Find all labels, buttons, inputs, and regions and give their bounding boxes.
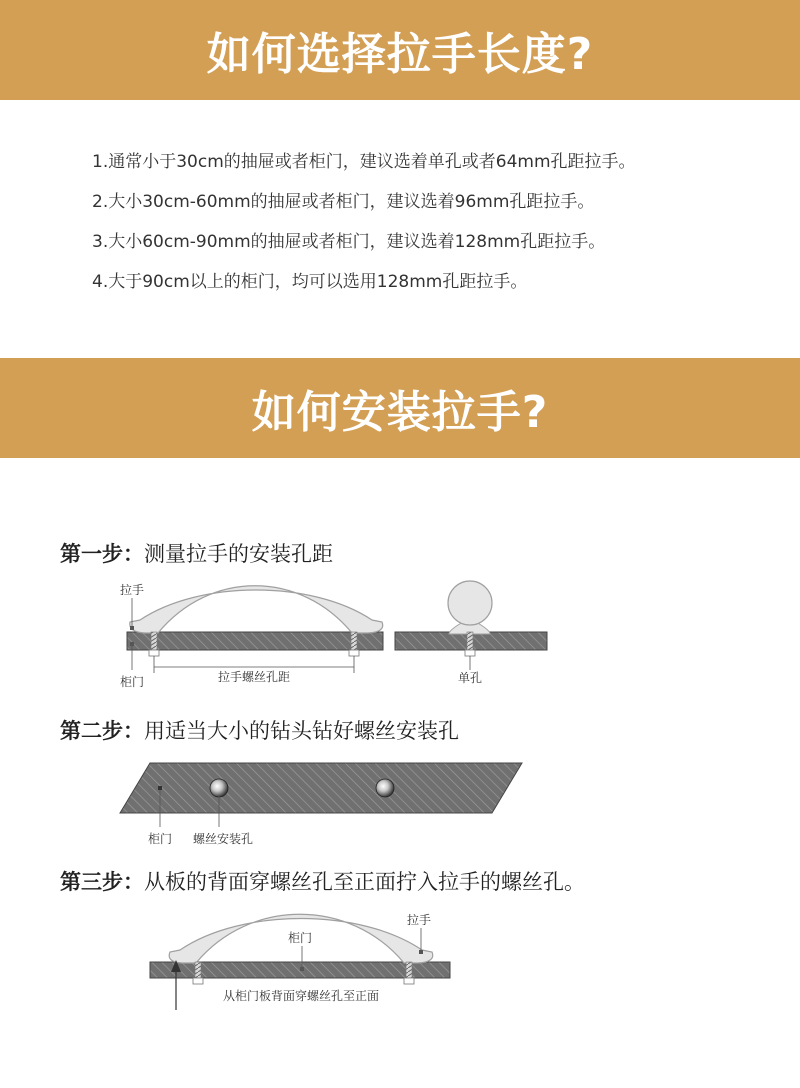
door-label: 柜门: [288, 931, 313, 945]
handle-label: 拉手: [407, 913, 432, 927]
note-label: 从柜门板背面穿螺丝孔至正面: [223, 989, 380, 1003]
step-2-heading: [60, 715, 459, 745]
handle-label: 拉手: [120, 583, 145, 597]
length-tips-list: [92, 148, 636, 308]
step-2-diagram: [0, 755, 800, 855]
tip-item: 3.大小60cm-90mm的抽屉或者柜门，建议选着128mm孔距拉手。: [92, 232, 606, 252]
knob-shape: [448, 581, 492, 625]
step-3-diagram: [0, 900, 800, 1020]
screw-hole: [376, 779, 394, 797]
step-1-text: 测量拉手的安装孔距: [144, 542, 333, 566]
step-3-heading: [60, 866, 585, 896]
handle-shape: [130, 586, 383, 633]
step-3-label: 第三步：: [60, 870, 144, 894]
step-1-heading: [60, 538, 333, 568]
step-1-label: 第一步：: [60, 542, 144, 566]
section-title-install: 如何安装拉手?: [0, 358, 800, 458]
step-3-text: 从板的背面穿螺丝孔至正面拧入拉手的螺丝孔。: [144, 870, 585, 894]
step-2-text: 用适当大小的钻头钻好螺丝安装孔: [144, 719, 459, 743]
screw-hole: [210, 779, 228, 797]
section-title-length: 如何选择拉手长度?: [0, 0, 800, 100]
step-2-label: 第二步：: [60, 719, 144, 743]
board-shape: [120, 763, 522, 813]
door-label: 柜门: [120, 675, 145, 689]
tip-item: 2.大小30cm-60mm的抽屉或者柜门，建议选着96mm孔距拉手。: [92, 192, 595, 212]
single-hole-label: 单孔: [457, 671, 483, 685]
door-label: 柜门: [148, 832, 173, 846]
hole-label: 螺丝安装孔: [193, 832, 254, 846]
distance-label: 拉手螺丝孔距: [217, 670, 291, 684]
tip-item: 4.大于90cm以上的柜门，均可以选用128mm孔距拉手。: [92, 272, 528, 292]
tip-item: 1.通常小于30cm的抽屉或者柜门，建议选着单孔或者64mm孔距拉手。: [92, 152, 636, 172]
step-1-diagram: [0, 570, 800, 695]
